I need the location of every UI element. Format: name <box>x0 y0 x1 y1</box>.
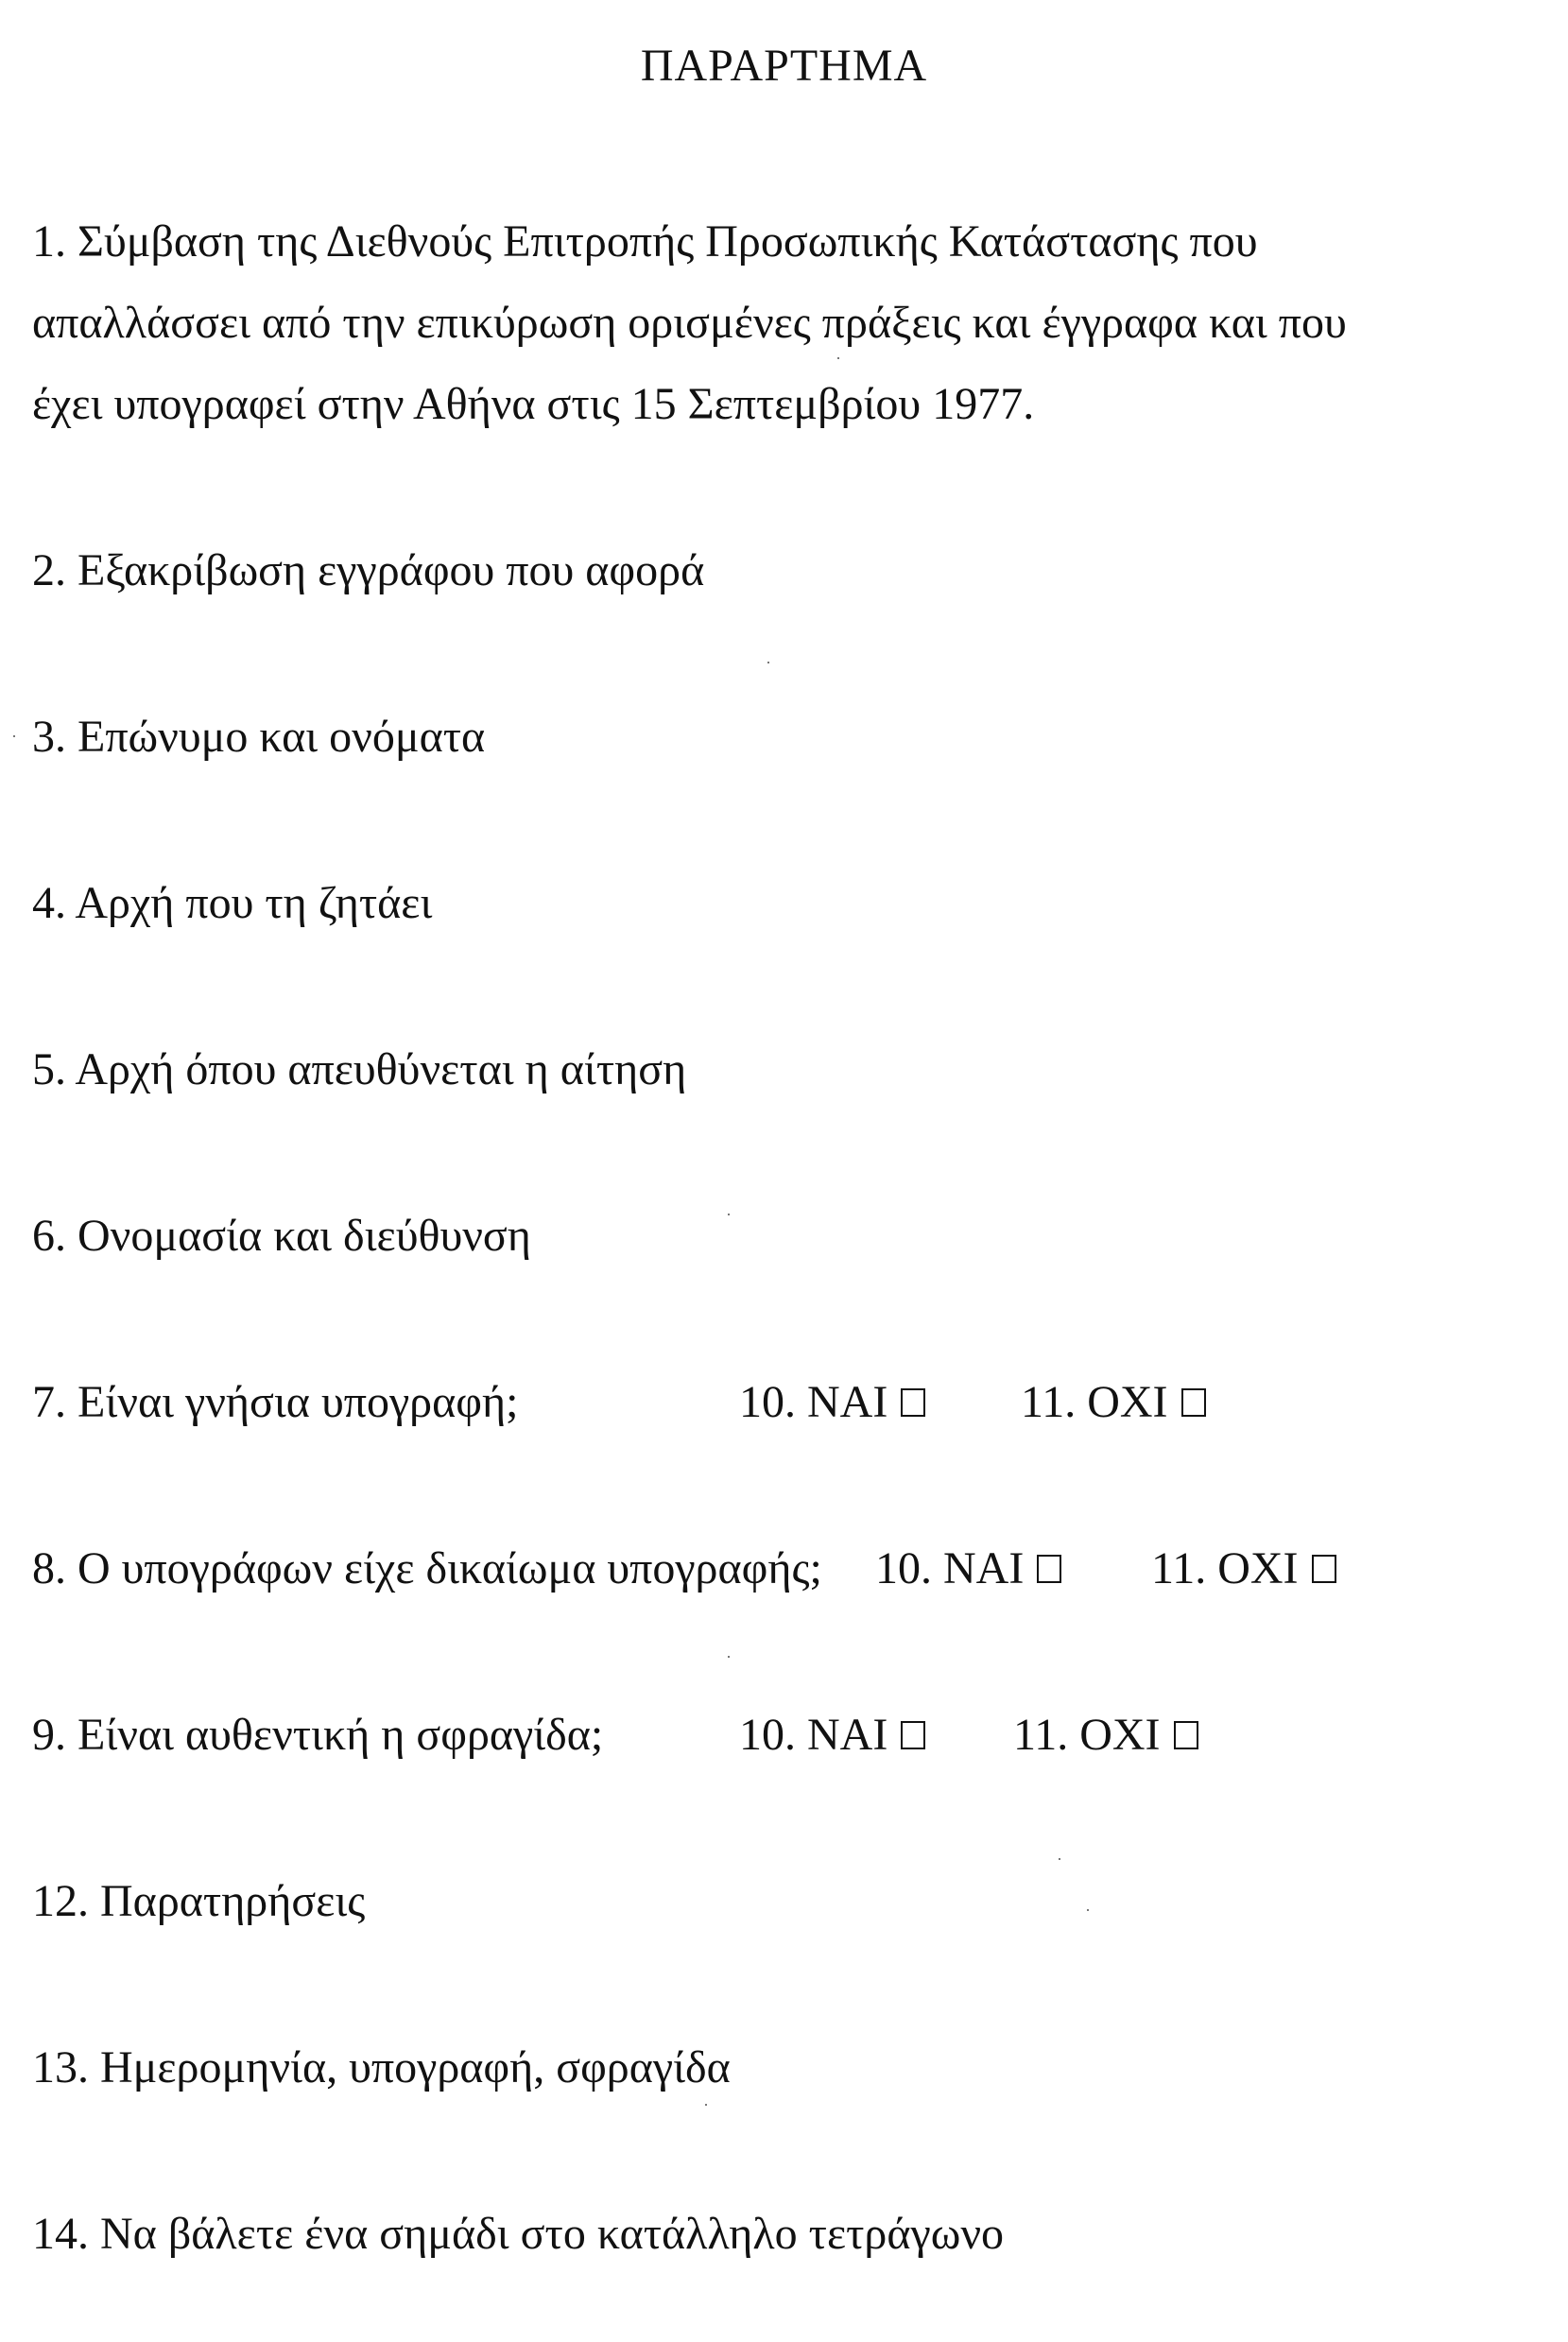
field-addressed-authority: 5. Αρχή όπου απευθύνεται η αίτηση <box>32 1044 687 1094</box>
scan-speck <box>728 1656 730 1658</box>
q7-yes-label: 10. ΝΑΙ <box>739 1377 888 1427</box>
intro-line-2: απαλλάσσει από την επικύρωση ορισμένες πράξεις και έγγραφα και που <box>32 298 1347 348</box>
scan-speck <box>13 735 15 737</box>
field-surname-names: 3. Επώνυμο και ονόματα <box>32 712 486 762</box>
scan-speck <box>728 1214 730 1215</box>
question-genuine-signature: 7. Είναι γνήσια υπογραφή; <box>32 1377 519 1427</box>
scan-speck <box>1087 1909 1089 1911</box>
q8-no-option <box>1151 1543 1336 1593</box>
page-title: ΠΑΡΑΡΤΗΜΑ <box>640 41 928 91</box>
q9-yes-option <box>739 1710 925 1760</box>
q8-no-checkbox[interactable] <box>1312 1555 1336 1583</box>
scan-speck <box>705 2104 707 2106</box>
field-date-signature-seal: 13. Ημερομηνία, υπογραφή, σφραγίδα <box>32 2042 731 2092</box>
q9-no-option <box>1013 1710 1198 1760</box>
field-remarks: 12. Παρατηρήσεις <box>32 1876 366 1926</box>
q7-no-label: 11. ΟΧΙ <box>1021 1377 1168 1427</box>
q9-yes-label: 10. ΝΑΙ <box>739 1710 888 1760</box>
scan-speck <box>1059 1858 1060 1860</box>
intro-line-3: έχει υπογραφεί στην Αθήνα στις 15 Σεπτεμβρίου 1977. <box>32 379 1035 429</box>
q7-yes-checkbox[interactable] <box>901 1388 925 1417</box>
q9-yes-checkbox[interactable] <box>901 1721 925 1749</box>
q9-no-checkbox[interactable] <box>1174 1721 1198 1749</box>
question-authentic-seal: 9. Είναι αυθεντική η σφραγίδα; <box>32 1710 604 1760</box>
field-requesting-authority: 4. Αρχή που τη ζητάει <box>32 878 433 928</box>
question-signatory-right: 8. Ο υπογράφων είχε δικαίωμα υπογραφής; <box>32 1543 822 1593</box>
q8-yes-option <box>875 1543 1061 1593</box>
field-name-address: 6. Ονομασία και διεύθυνση <box>32 1211 531 1261</box>
q8-yes-checkbox[interactable] <box>1037 1555 1061 1583</box>
q8-yes-label: 10. ΝΑΙ <box>875 1543 1025 1593</box>
field-instructions: 14. Να βάλετε ένα σημάδι στο κατάλληλο τετράγωνο <box>32 2209 1005 2259</box>
field-document-verification: 2. Εξακρίβωση εγγράφου που αφορά <box>32 545 705 595</box>
scan-speck <box>837 357 839 359</box>
q7-yes-option <box>739 1377 925 1427</box>
q7-no-option <box>1021 1377 1206 1427</box>
intro-line-1: 1. Σύμβαση της Διεθνούς Επιτροπής Προσωπικής Κατάστασης που <box>32 216 1258 267</box>
q7-no-checkbox[interactable] <box>1181 1388 1206 1417</box>
scan-speck <box>767 662 769 663</box>
q8-no-label: 11. ΟΧΙ <box>1151 1543 1299 1593</box>
q9-no-label: 11. ΟΧΙ <box>1013 1710 1161 1760</box>
